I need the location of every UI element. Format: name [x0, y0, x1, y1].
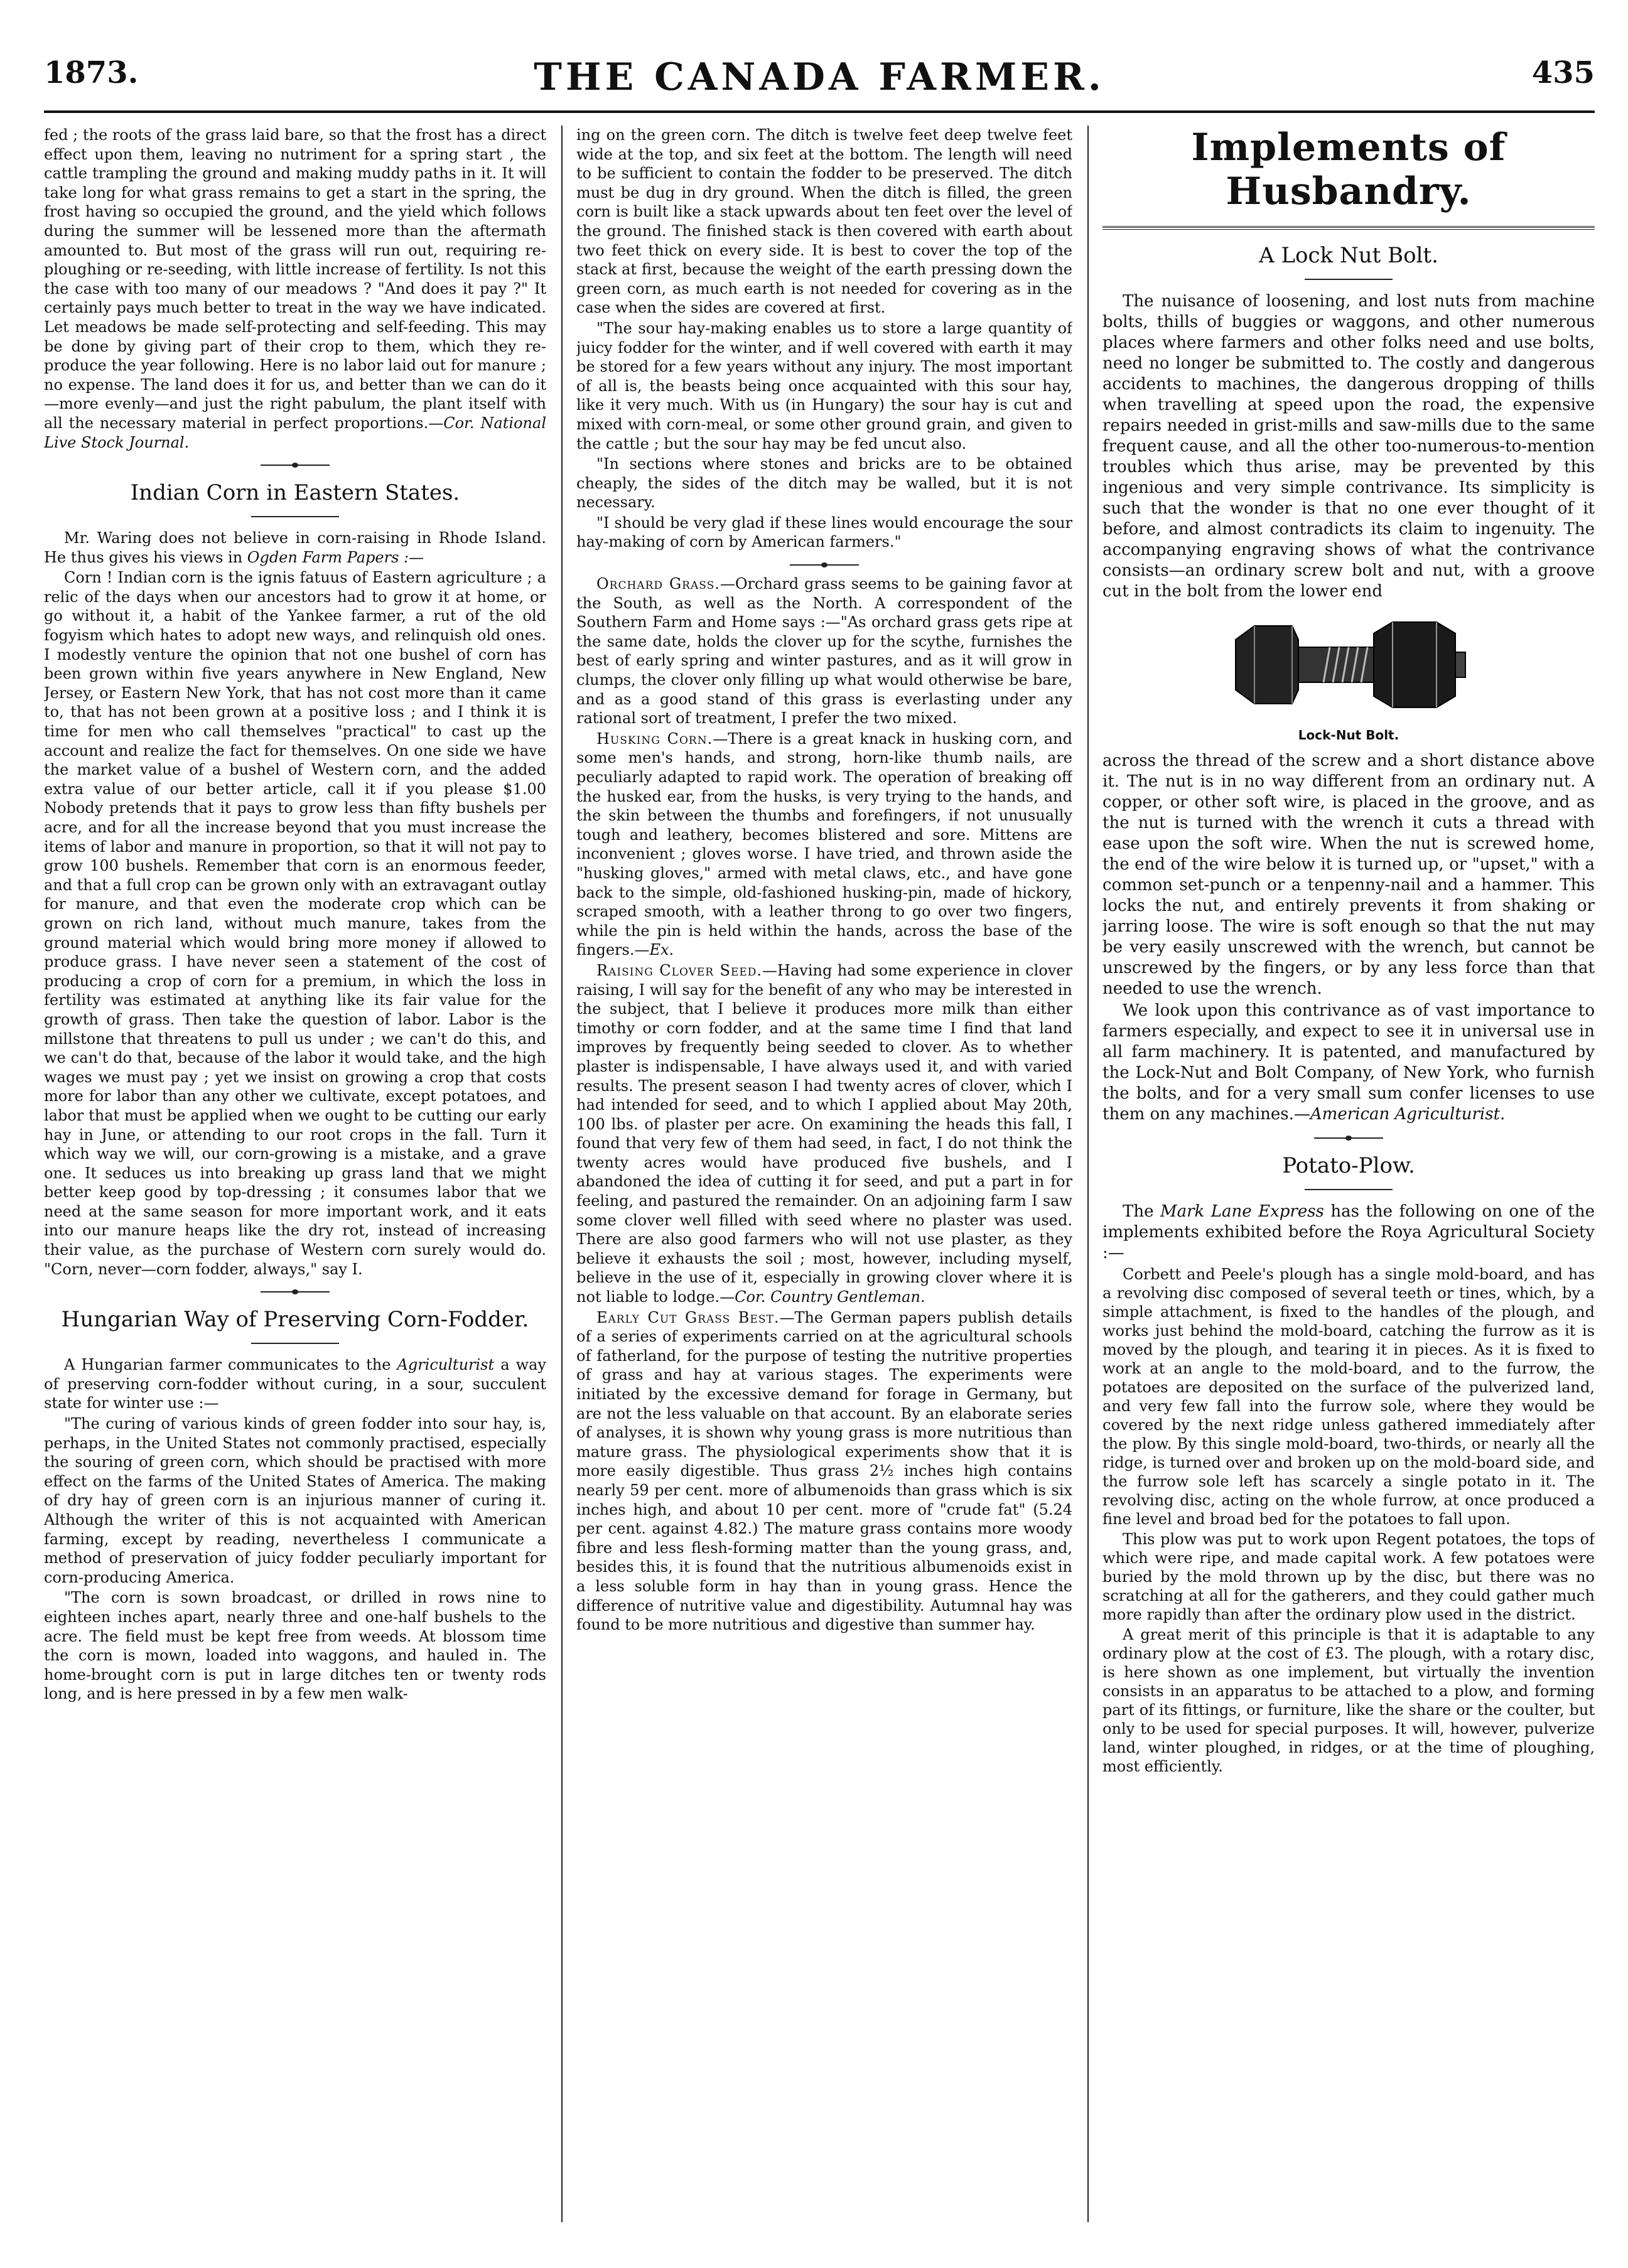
column-1	[44, 126, 546, 2235]
early-cut-grass-item: Early Cut Grass Best.—The German papers publish details of a series of experiments carried on at the agricultural schools of fatherland, for the purpose of testing the nutritive properties of grass and hay at various stages. The experiments were initiated by the excessive demand for forage in Germany, but are not the less valuable on that account. By an elaborate series of analyses, it is shown why young grass is more nutritious than mature grass. The physiological experiments show that it is more easily digestible. Thus grass 2½ inches high contains nearly 59 per cent. more of albumenoids than grass which is six inches high, and about 10 per cent. more of "crude fat" (5.24 per cent. against 4.82.) The mature grass contains more woody fibre and less flesh-forming matter than the young grass, and, besides this, it is found that the nutritious albumenoids exist in a less soluble form in hay than in young grass. Hence the difference of nutritive value and digestibility. Autumnal hay was found to be more nutritious and digestive than summer hay.	[576, 1308, 1072, 1634]
indian-corn-intro: Mr. Waring does not believe in corn-raising in Rhode Island. He thus gives his views in Ogden Farm Papers :—	[44, 529, 546, 566]
hungarian-body-5: "I should be very glad if these lines would encourage the sour hay-making of corn by American farmers."	[576, 513, 1072, 551]
header-year: 1873.	[44, 55, 139, 90]
section-title: Implements of Husbandry.	[1191, 126, 1506, 213]
potato-plow-body-1: Corbett and Peele's plough has a single mold-board, and has a revolving disc composed of several teeth or tines, which, by a simple attachment, is fixed to the handles of the plough, and works just behind the mold-board, catching the furrow as it is moved by the plough, and tearing it in pieces. As it is fixed to work at an angle to the mold-board, and to the furrow, the potatoes are deposited on the surface of the pulverized land, and very few fall into the furrow sole, where they would be covered by the next ridge unless gathered immediately after the plow. By this single mold-board, two-thirds, or nearly all the ridge, is turned over and broken up on the mold-board side, and the furrow sole left has scarcely a single potato in it. The revolving disc, acting on the whole furrow, at once produced a fine level and broad bed for the potatoes to fall upon.	[1102, 1266, 1595, 1528]
column-rule-2	[1087, 126, 1089, 2222]
heading-underline	[251, 1343, 339, 1344]
article-separator	[1314, 1135, 1383, 1141]
lock-nut-body-3: We look upon this contrivance as of vast importance to farmers especially, and expect to see it in universal use in all farm machinery. It is patented, and manufactured by the Lock-Nut and Bolt Company, of New York, who furnish the bolts, and for a very small sum confer licenses to use them on any machines.—American Agriculturist.	[1102, 1001, 1595, 1124]
potato-plow-body-3: A great merit of this principle is that it is adaptable to any ordinary plow at the cost of £3. The plough, with a rotary disc, is here shown as one implement, but virtually the invention consists in an apparatus to be attached to a plow, and forming part of its fittings, or furniture, like the share or the coulter, but only to be used for special purposes. It will, however, pulverize land, winter ploughed, in ridges, or at the time of ploughing, most efficiently.	[1102, 1626, 1595, 1775]
lock-nut-bolt-figure	[1102, 608, 1595, 721]
heading-lock-nut-bolt: A Lock Nut Bolt.	[1259, 243, 1438, 268]
husking-corn-item: Husking Corn.—There is a great knack in husking corn, and some men's hands, and strong, horn-like thumb nails, are peculiarly adapted to rapid work. The operation of breaking off the husked ear, from the husks, is very trying to the hands, and the skin between the thumbs and forefingers, if not unusually tough and leathery, becomes blistered and sore. Mittens are inconvenient ; gloves worse. I have tried, and thrown aside the "husking gloves," armed with metal claws, etc., and have gone back to the simple, old-fashioned husking-pin, made of hickory, scraped smooth, with a leather throng to go over two fingers, while the pin is held within the hands, across the base of the fingers.—Ex.	[576, 729, 1072, 959]
column-rule-1	[561, 126, 563, 2222]
heading-potato-plow: Potato-Plow.	[1282, 1153, 1415, 1178]
potato-plow-intro: The Mark Lane Express has the following on one of the implements exhibited before the Roya Agricultural Society :—	[1102, 1202, 1595, 1262]
hungarian-body-3: "The sour hay-making enables us to store a large quantity of juicy fodder for the winter, and if well covered with earth it may be stored for a few years without any injury. The most important of all is, the beasts being once acquainted with this sour hay, like it very much. With us (in Hungary) the sour hay is cut and mixed with corn-meal, or some other ground grain, and given to the cattle ; but the sour hay may be fed uncut also.	[576, 319, 1072, 453]
heading-underline	[1305, 279, 1393, 280]
hungarian-body-4: "In sections where stones and bricks are to be obtained cheaply, the sides of the ditch may be walled, but it is not necessary.	[576, 455, 1072, 512]
column-2	[576, 126, 1072, 2235]
heading-hungarian: Hungarian Way of Preserving Corn-Fodder.	[61, 1307, 529, 1333]
masthead-title: THE CANADA FARMER.	[534, 55, 1105, 99]
article-separator	[261, 1289, 330, 1295]
heading-underline	[1305, 1189, 1393, 1190]
column-3	[1102, 126, 1595, 2235]
hungarian-body-2-cont: ing on the green corn. The ditch is twelve feet deep twelve feet wide at the top, and six feet at the bottom. The length will need to be sufficient to contain the fodder to be preserved. The ditch must be dug in dry ground. When the ditch is filled, the green corn is built like a stack upwards about ten feet over the level of the ground. The finished stack is then covered with earth about two feet thick on every side. It is best to cover the top of the stack at first, because the weight of the earth pressing down the green corn, as much earth is not needed for covering as in the case when the sides are covered at first.	[576, 126, 1072, 317]
heading-indian-corn: Indian Corn in Eastern States.	[130, 480, 460, 506]
page-number: 435	[1531, 55, 1595, 90]
section-title-rule	[1102, 226, 1595, 230]
article-separator	[790, 562, 859, 568]
potato-plow-body-2: This plow was put to work upon Regent potatoes, the tops of which were ripe, and made capital work. A few potatoes were buried by the mold thrown up by the disc, but there was no scratching at all for the gatherers, and they could gather much more rapidly than after the ordinary plow used in the district.	[1102, 1530, 1595, 1623]
nut	[1374, 622, 1455, 707]
lock-nut-body-1: The nuisance of loosening, and lost nuts from machine bolts, thills of buggies or waggons, and other numerous places where farmers and other folks need and use bolts, need no longer be submitted to. The costly and dangerous accidents to machines, the dangerous dropping of thills when travelling at speed upon the road, the expensive repairs needed in grist-mills and saw-mills due to the same frequent cause, and all the other too-numerous-to-mention troubles which thus arise, may be prevented by this ingenious and very simple contrivance. Its simplicity is such that the wonder is that no one ever thought of it before, and almost contradicts its claim to ingenuity. The accompanying engraving shows of what the contrivance consists—an ordinary screw bolt and nut, with a groove cut in the bolt from the lower end	[1102, 292, 1595, 601]
lock-nut-bolt-illustration	[1229, 608, 1468, 721]
orchard-grass-item: Orchard Grass.—Orchard grass seems to be gaining favor at the South, as well as the North. A correspondent of the Southern Farm and Home says :—"As orchard grass gets ripe at the same date, holds the clover up for the scythe, furnishes the best of early spring and winter pastures, and as it will grow in clumps, the clover only filling up what would otherwise be bare, and as a good stand of this grass is everlasting under any rational sort of treatment, I prefer the two mixed.	[576, 575, 1072, 728]
bolt-head	[1236, 626, 1298, 704]
clover-seed-item: Raising Clover Seed.—Having had some experience in clover raising, I will say for the benefit of any who may be interested in the subject, that I believe it produces more milk than either timothy or corn fodder, and at the same time I find that land improves by frequently being seeded to clover. As to whether plaster is indispensable, I have always used it, and with varied results. The present season I had twenty acres of clover, which I had intended for seed, and to which I applied about May 20th, 100 lbs. of plaster per acre. On examining the heads this fall, I found that very few of them had seed, in fact, I do not think the twenty acres would have produced five bushels, and I abandoned the idea of cutting it for seed, and put a part in for feeling, and pastured the remainder. On an adjoining farm I saw some clover well filled with seed where no plaster was used. There are also good farmers who will not use plaster, as they believe it exhausts the soil ; most, however, including myself, believe in the use of it, especially in growing clover where it is not liable to lodge.—Cor. Country Gentleman.	[576, 961, 1072, 1306]
hungarian-body-2: "The corn is sown broadcast, or drilled in rows nine to eighteen inches apart, nearly three and one-half bushels to the acre. The field must be kept free from weeds. At blossom time the corn is mown, loaded into waggons, and hauled in. The home-brought corn is put in large ditches ten or twenty rods long, and is here pressed in by a few men walk-	[44, 1589, 546, 1703]
continued-paragraph: fed ; the roots of the grass laid bare, so that the frost has a direct effect upon them, leaving no nutriment for a spring start , the cattle trampling the ground and making muddy paths in it. It will take long for what grass remains to get a start in the spring, the frost having so occupied the ground, and the yield which follows during the summer will be lessened more than the aftermath amounted to. But most of the grass will run out, requiring re-ploughing or re-seeding, with little increase of fertility. Is not this the case with too many of our meadows ? "And does it pay ?" It certainly pays much better to treat in the way we have indicated. Let meadows be made self-protecting and self-feeding. This may be done by giving part of their crop to them, which they re-produce the year following. Here is no labor laid out for manure ; no expense. The land does it for us, and better than we can do it—more evenly—and just the right pabulum, the plant itself with all the necessary material in perfect proportions.—Cor. National Live Stock Journal.	[44, 126, 546, 451]
indian-corn-body: Corn ! Indian corn is the ignis fatuus of Eastern agriculture ; a relic of the days when our ancestors had to grow it at home, or go without it, a habit of the Yankee farmer, a rut of the old fogyism which hates to adopt new ways, and relinquish old ones. I modestly venture the opinion that not one bushel of corn has been grown within five years anywhere in New England, New Jersey, or Eastern New York, that has not cost more than it came to, that has not been grown at a positive loss ; and I think it is time for men who call themselves "practical" to cast up the account and realize the fact for themselves. On one side we have the market value of a bushel of Western corn, and the added extra value of our better article, call it if you please $1.00 Nobody pretends that it pays to grow less than fifty bushels per acre, and for all the increase beyond that you must increase the items of labor and manure in proportion, so that it will not pay to grow 100 bushels. Remember that corn is an enormous feeder, and that a full crop can be grown only with an extravagant outlay for manure, and that even the moderate crop which can be grown on rich land, without much manure, takes from the ground material which would bring more money if allowed to produce grass. I have never seen a statement of the cost of producing a crop of corn for a premium, in which the loss in fertility was estimated at anything like its fair value for the growth of grass. Then take the question of labor. Labor is the millstone that threatens to pull us under ; we can't do this, and we can't do that, because of the labor it would take, and the high wages we must pay ; yet we insist on growing a crop that costs more for labor than any other we cultivate, except potatoes, and labor that must be applied when we ought to be cutting our early hay in June, or attending to our root crops in the fall. Turn it which way we will, our corn-growing is a mistake, and a grave one. It seduces us into breaking up grass land that we might better keep good by top-dressing ; it consumes labor that we need at the same season for more important work, and it eats into our manure heaps like the dry rot, instead of increasing their value, as the purchase of Western corn surely would do. "Corn, never—corn fodder, always," say I.	[44, 569, 546, 1278]
hungarian-intro: A Hungarian farmer communicates to the Agriculturist a way of preserving corn-fodder without curing, in a sour, succulent state for winter use :—	[44, 1356, 546, 1412]
figure-caption: Lock-Nut Bolt.	[1298, 728, 1399, 743]
lock-nut-body-2: across the thread of the screw and a short distance above it. The nut is in no way different from an ordinary nut. A copper, or other soft wire, is placed in the groove, and as the nut is turned with the wrench it cuts a thread with ease upon the soft wire. When the nut is screwed home, the end of the wire below it is turned up, or "upset," with a common set-punch or a tenpenny-nail and a hammer. This locks the nut, and entirely prevents it from shaking or jarring loose. The wire is soft enough so that the nut may be very easily unscrewed with the wrench, but cannot be unscrewed by the fingers, or by any less force than that needed to use the wrench.	[1102, 751, 1595, 998]
hungarian-body-1: "The curing of various kinds of green fodder into sour hay, is, perhaps, in the United States not commonly practised, especially the souring of green corn, which should be practised with more effect on the farms of the United States of America. The making of dry hay of green corn is an injurious manner of curing it. Although the writer of this is not acquainted with American farming, except by reading, nevertheless I communicate a method of preservation of juicy fodder peculiarly important for corn-producing America.	[44, 1415, 546, 1586]
page-header	[44, 38, 1595, 113]
article-separator	[261, 462, 330, 468]
heading-underline	[251, 516, 339, 517]
